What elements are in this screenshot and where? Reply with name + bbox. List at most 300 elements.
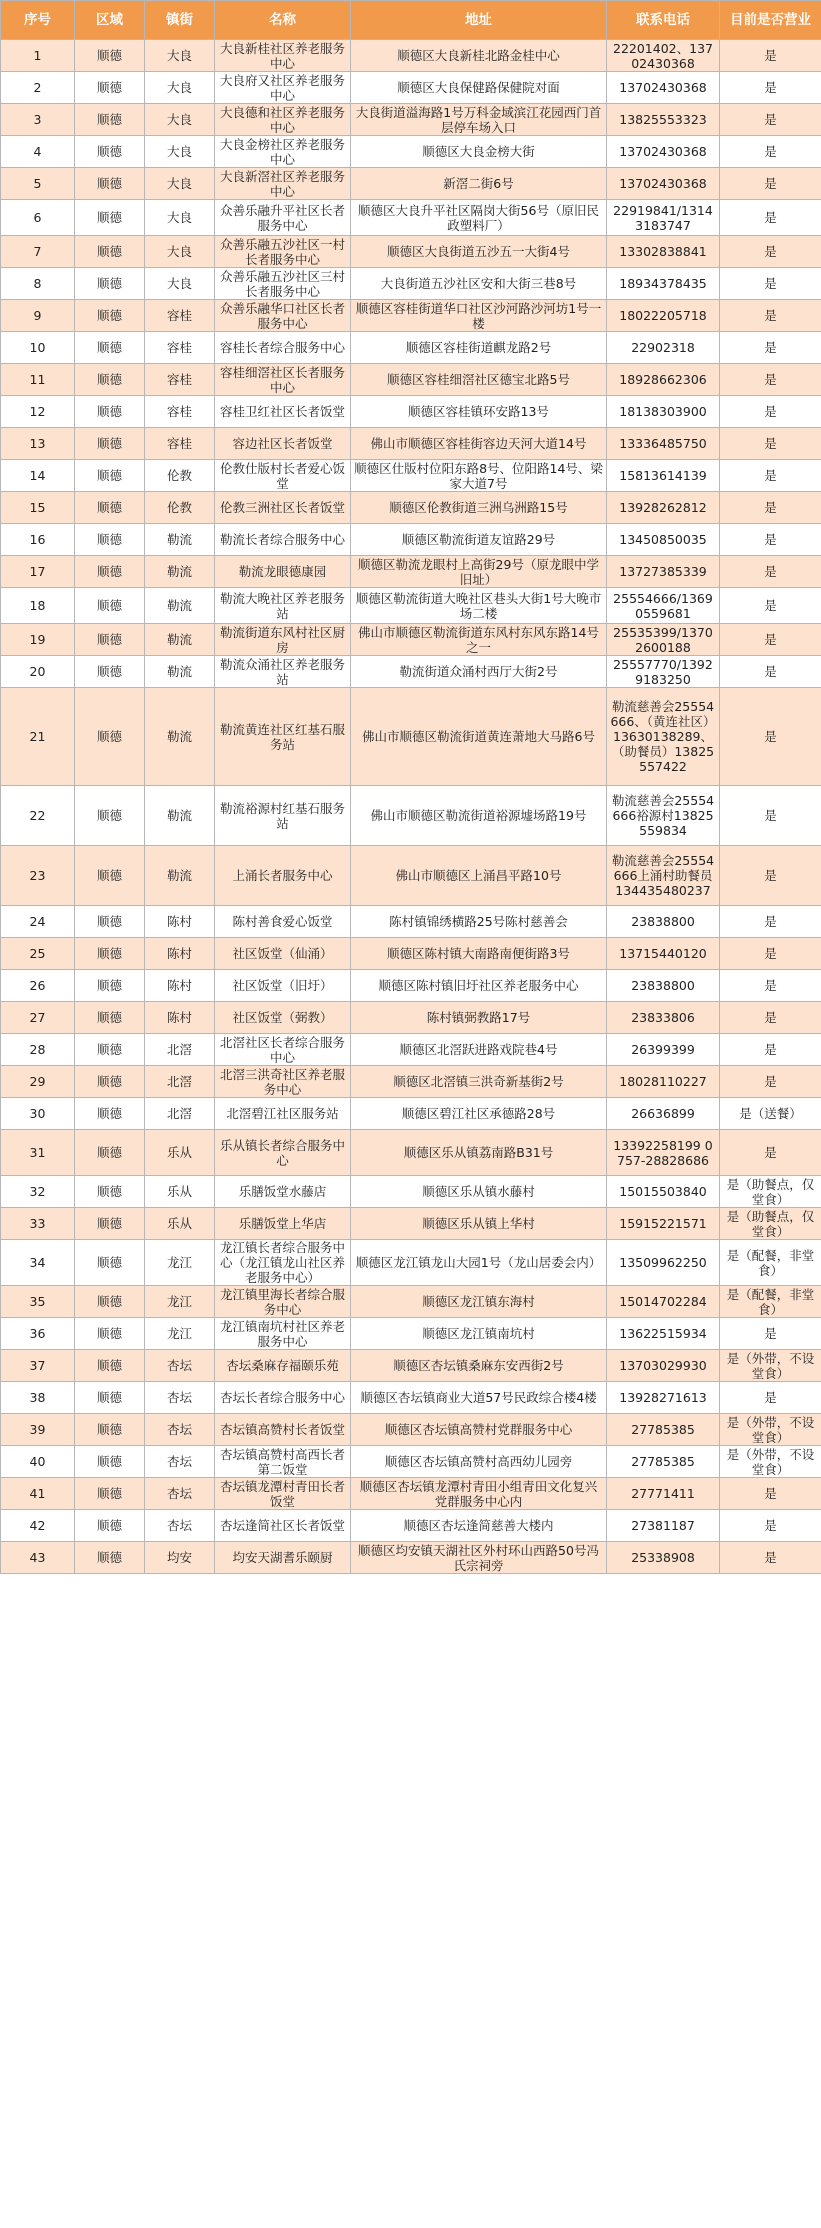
name-cell: 勒流大晚社区养老服务站 bbox=[215, 588, 351, 624]
table-row bbox=[1, 1478, 821, 1510]
region-cell: 顺德 bbox=[75, 236, 145, 268]
phone-cell: 25554666/13690559681 bbox=[607, 588, 720, 624]
header-row bbox=[1, 1, 821, 40]
phone-cell: 15014702284 bbox=[607, 1286, 720, 1318]
town-cell: 杏坛 bbox=[145, 1446, 215, 1478]
region-cell: 顺德 bbox=[75, 786, 145, 846]
address-cell: 勒流街道众涌村西厅大街2号 bbox=[351, 656, 607, 688]
phone-cell: 15015503840 bbox=[607, 1176, 720, 1208]
phone-cell: 18138303900 bbox=[607, 396, 720, 428]
table-row bbox=[1, 300, 821, 332]
phone-cell: 15915221571 bbox=[607, 1208, 720, 1240]
phone-cell: 18028110227 bbox=[607, 1066, 720, 1098]
name-cell: 大良新桂社区养老服务中心 bbox=[215, 40, 351, 72]
town-cell: 龙江 bbox=[145, 1286, 215, 1318]
status-cell: 是 bbox=[720, 524, 821, 556]
region-cell: 顺德 bbox=[75, 846, 145, 906]
table-row bbox=[1, 268, 821, 300]
address-cell: 顺德区杏坛镇商业大道57号民政综合楼4楼 bbox=[351, 1382, 607, 1414]
table-row bbox=[1, 1382, 821, 1414]
address-cell: 大良街道溢海路1号万科金域滨江花园西门首层停车场入口 bbox=[351, 104, 607, 136]
address-cell: 顺德区杏坛镇高赞村高西幼儿园旁 bbox=[351, 1446, 607, 1478]
status-cell: 是（配餐，非堂食） bbox=[720, 1240, 821, 1286]
town-cell: 陈村 bbox=[145, 1002, 215, 1034]
region-cell: 顺德 bbox=[75, 1478, 145, 1510]
town-cell: 杏坛 bbox=[145, 1478, 215, 1510]
index-cell: 43 bbox=[1, 1542, 75, 1574]
phone-cell: 22902318 bbox=[607, 332, 720, 364]
index-cell: 19 bbox=[1, 624, 75, 656]
town-cell: 北滘 bbox=[145, 1034, 215, 1066]
table-row bbox=[1, 1286, 821, 1318]
phone-cell: 13302838841 bbox=[607, 236, 720, 268]
town-cell: 杏坛 bbox=[145, 1382, 215, 1414]
town-cell: 容桂 bbox=[145, 428, 215, 460]
address-cell: 顺德区勒流街道大晚社区巷头大街1号大晚市场二楼 bbox=[351, 588, 607, 624]
phone-cell: 23833806 bbox=[607, 1002, 720, 1034]
table-row bbox=[1, 1002, 821, 1034]
region-cell: 顺德 bbox=[75, 72, 145, 104]
name-cell: 龙江镇南坑村社区养老服务中心 bbox=[215, 1318, 351, 1350]
status-cell: 是 bbox=[720, 104, 821, 136]
region-cell: 顺德 bbox=[75, 460, 145, 492]
phone-cell: 勒流慈善会25554666裕源村13825559834 bbox=[607, 786, 720, 846]
status-cell: 是 bbox=[720, 1066, 821, 1098]
table-row bbox=[1, 786, 821, 846]
region-cell: 顺德 bbox=[75, 588, 145, 624]
address-cell: 顺德区杏坛镇桑麻东安西街2号 bbox=[351, 1350, 607, 1382]
table-row bbox=[1, 200, 821, 236]
table-row bbox=[1, 332, 821, 364]
name-cell: 伦教三洲社区长者饭堂 bbox=[215, 492, 351, 524]
index-cell: 22 bbox=[1, 786, 75, 846]
table-row bbox=[1, 846, 821, 906]
name-cell: 杏坛镇高赞村高西长者第二饭堂 bbox=[215, 1446, 351, 1478]
address-cell: 顺德区陈村镇旧圩社区养老服务中心 bbox=[351, 970, 607, 1002]
address-cell: 顺德区勒流街道友谊路29号 bbox=[351, 524, 607, 556]
index-cell: 15 bbox=[1, 492, 75, 524]
phone-cell: 13622515934 bbox=[607, 1318, 720, 1350]
name-cell: 勒流裕源村红基石服务站 bbox=[215, 786, 351, 846]
town-cell: 陈村 bbox=[145, 970, 215, 1002]
name-cell: 上涌长者服务中心 bbox=[215, 846, 351, 906]
status-cell: 是 bbox=[720, 1542, 821, 1574]
name-cell: 勒流长者综合服务中心 bbox=[215, 524, 351, 556]
table-row bbox=[1, 104, 821, 136]
region-cell: 顺德 bbox=[75, 1318, 145, 1350]
phone-cell: 13336485750 bbox=[607, 428, 720, 460]
index-cell: 37 bbox=[1, 1350, 75, 1382]
name-cell: 杏坛镇龙潭村青田长者饭堂 bbox=[215, 1478, 351, 1510]
table-row bbox=[1, 1130, 821, 1176]
name-cell: 社区饭堂（弼教） bbox=[215, 1002, 351, 1034]
index-cell: 1 bbox=[1, 40, 75, 72]
status-cell: 是 bbox=[720, 200, 821, 236]
town-cell: 勒流 bbox=[145, 846, 215, 906]
address-cell: 顺德区大良保健路保健院对面 bbox=[351, 72, 607, 104]
table-row bbox=[1, 460, 821, 492]
table-row bbox=[1, 236, 821, 268]
table-row bbox=[1, 1318, 821, 1350]
index-cell: 39 bbox=[1, 1414, 75, 1446]
town-cell: 大良 bbox=[145, 40, 215, 72]
phone-cell: 13450850035 bbox=[607, 524, 720, 556]
phone-cell: 勒流慈善会25554666上涌村助餐员134435480237 bbox=[607, 846, 720, 906]
phone-cell: 15813614139 bbox=[607, 460, 720, 492]
name-cell: 社区饭堂（旧圩） bbox=[215, 970, 351, 1002]
region-cell: 顺德 bbox=[75, 1034, 145, 1066]
town-cell: 乐从 bbox=[145, 1176, 215, 1208]
name-cell: 杏坛桑麻存福颐乐苑 bbox=[215, 1350, 351, 1382]
address-cell: 佛山市顺德区勒流街道裕源墟场路19号 bbox=[351, 786, 607, 846]
town-cell: 容桂 bbox=[145, 364, 215, 396]
town-cell: 勒流 bbox=[145, 588, 215, 624]
region-cell: 顺德 bbox=[75, 656, 145, 688]
name-cell: 北滘碧江社区服务站 bbox=[215, 1098, 351, 1130]
town-cell: 伦教 bbox=[145, 492, 215, 524]
address-cell: 顺德区容桂街道麒龙路2号 bbox=[351, 332, 607, 364]
region-cell: 顺德 bbox=[75, 1098, 145, 1130]
region-cell: 顺德 bbox=[75, 1130, 145, 1176]
address-cell: 佛山市顺德区容桂街容边天河大道14号 bbox=[351, 428, 607, 460]
table-row bbox=[1, 492, 821, 524]
status-cell: 是 bbox=[720, 938, 821, 970]
region-cell: 顺德 bbox=[75, 688, 145, 786]
address-cell: 顺德区容桂街道华口社区沙河路沙河坊1号一楼 bbox=[351, 300, 607, 332]
status-cell: 是 bbox=[720, 428, 821, 460]
address-cell: 顺德区杏坛镇龙潭村青田小组青田文化复兴党群服务中心内 bbox=[351, 1478, 607, 1510]
table-row bbox=[1, 656, 821, 688]
address-cell: 顺德区大良金榜大街 bbox=[351, 136, 607, 168]
name-cell: 容边社区长者饭堂 bbox=[215, 428, 351, 460]
name-cell: 北滘三洪奇社区养老服务中心 bbox=[215, 1066, 351, 1098]
index-cell: 29 bbox=[1, 1066, 75, 1098]
table-body bbox=[1, 40, 821, 1574]
name-cell: 容桂长者综合服务中心 bbox=[215, 332, 351, 364]
town-cell: 大良 bbox=[145, 268, 215, 300]
region-cell: 顺德 bbox=[75, 906, 145, 938]
status-cell: 是 bbox=[720, 688, 821, 786]
region-cell: 顺德 bbox=[75, 300, 145, 332]
status-cell: 是（配餐，非堂食） bbox=[720, 1286, 821, 1318]
address-cell: 顺德区陈村镇大南路南便街路3号 bbox=[351, 938, 607, 970]
phone-cell: 13702430368 bbox=[607, 136, 720, 168]
table-row bbox=[1, 1414, 821, 1446]
index-cell: 17 bbox=[1, 556, 75, 588]
name-cell: 容桂卫红社区长者饭堂 bbox=[215, 396, 351, 428]
town-cell: 大良 bbox=[145, 104, 215, 136]
address-cell: 大良街道五沙社区安和大街三巷8号 bbox=[351, 268, 607, 300]
index-cell: 27 bbox=[1, 1002, 75, 1034]
index-cell: 42 bbox=[1, 1510, 75, 1542]
name-cell: 大良德和社区养老服务中心 bbox=[215, 104, 351, 136]
address-cell: 顺德区乐从镇上华村 bbox=[351, 1208, 607, 1240]
town-cell: 乐从 bbox=[145, 1208, 215, 1240]
name-cell: 勒流黄连社区红基石服务站 bbox=[215, 688, 351, 786]
region-cell: 顺德 bbox=[75, 1066, 145, 1098]
status-cell: 是 bbox=[720, 460, 821, 492]
index-cell: 23 bbox=[1, 846, 75, 906]
region-cell: 顺德 bbox=[75, 492, 145, 524]
name-cell: 众善乐融升平社区长者服务中心 bbox=[215, 200, 351, 236]
town-cell: 龙江 bbox=[145, 1318, 215, 1350]
index-cell: 8 bbox=[1, 268, 75, 300]
phone-cell: 23838800 bbox=[607, 970, 720, 1002]
phone-cell: 13715440120 bbox=[607, 938, 720, 970]
table-row bbox=[1, 1098, 821, 1130]
phone-cell: 27785385 bbox=[607, 1446, 720, 1478]
header-name: 名称 bbox=[215, 1, 351, 40]
table-row bbox=[1, 1350, 821, 1382]
phone-cell: 13392258199 0757-28828686 bbox=[607, 1130, 720, 1176]
header-phone: 联系电话 bbox=[607, 1, 720, 40]
region-cell: 顺德 bbox=[75, 200, 145, 236]
region-cell: 顺德 bbox=[75, 332, 145, 364]
index-cell: 40 bbox=[1, 1446, 75, 1478]
name-cell: 伦教仕版村长者爱心饭堂 bbox=[215, 460, 351, 492]
address-cell: 顺德区伦教街道三洲乌洲路15号 bbox=[351, 492, 607, 524]
phone-cell: 勒流慈善会25554666、（黄连社区）13630138289、（助餐员）13825557422 bbox=[607, 688, 720, 786]
phone-cell: 13702430368 bbox=[607, 168, 720, 200]
status-cell: 是 bbox=[720, 656, 821, 688]
address-cell: 陈村镇弼教路17号 bbox=[351, 1002, 607, 1034]
name-cell: 社区饭堂（仙涌） bbox=[215, 938, 351, 970]
index-cell: 18 bbox=[1, 588, 75, 624]
town-cell: 杏坛 bbox=[145, 1510, 215, 1542]
index-cell: 21 bbox=[1, 688, 75, 786]
name-cell: 乐膳饭堂上华店 bbox=[215, 1208, 351, 1240]
region-cell: 顺德 bbox=[75, 428, 145, 460]
status-cell: 是 bbox=[720, 236, 821, 268]
address-cell: 顺德区北滘镇三洪奇新基街2号 bbox=[351, 1066, 607, 1098]
region-cell: 顺德 bbox=[75, 524, 145, 556]
address-cell: 顺德区大良新桂北路金桂中心 bbox=[351, 40, 607, 72]
town-cell: 杏坛 bbox=[145, 1350, 215, 1382]
town-cell: 北滘 bbox=[145, 1066, 215, 1098]
table-row bbox=[1, 1446, 821, 1478]
region-cell: 顺德 bbox=[75, 1414, 145, 1446]
region-cell: 顺德 bbox=[75, 1286, 145, 1318]
index-cell: 6 bbox=[1, 200, 75, 236]
town-cell: 伦教 bbox=[145, 460, 215, 492]
status-cell: 是 bbox=[720, 396, 821, 428]
region-cell: 顺德 bbox=[75, 624, 145, 656]
name-cell: 乐膳饭堂水藤店 bbox=[215, 1176, 351, 1208]
phone-cell: 25338908 bbox=[607, 1542, 720, 1574]
address-cell: 陈村镇锦绣横路25号陈村慈善会 bbox=[351, 906, 607, 938]
status-cell: 是 bbox=[720, 970, 821, 1002]
status-cell: 是（助餐点，仅堂食） bbox=[720, 1176, 821, 1208]
table-row bbox=[1, 168, 821, 200]
status-cell: 是 bbox=[720, 1382, 821, 1414]
header-region: 区域 bbox=[75, 1, 145, 40]
phone-cell: 22201402、13702430368 bbox=[607, 40, 720, 72]
table-row bbox=[1, 1066, 821, 1098]
name-cell: 杏坛长者综合服务中心 bbox=[215, 1382, 351, 1414]
status-cell: 是 bbox=[720, 332, 821, 364]
status-cell: 是 bbox=[720, 168, 821, 200]
region-cell: 顺德 bbox=[75, 364, 145, 396]
status-cell: 是（送餐） bbox=[720, 1098, 821, 1130]
index-cell: 34 bbox=[1, 1240, 75, 1286]
index-cell: 31 bbox=[1, 1130, 75, 1176]
status-cell: 是 bbox=[720, 846, 821, 906]
phone-cell: 22919841/13143183747 bbox=[607, 200, 720, 236]
region-cell: 顺德 bbox=[75, 396, 145, 428]
index-cell: 11 bbox=[1, 364, 75, 396]
name-cell: 乐从镇长者综合服务中心 bbox=[215, 1130, 351, 1176]
table-row bbox=[1, 970, 821, 1002]
status-cell: 是 bbox=[720, 1034, 821, 1066]
region-cell: 顺德 bbox=[75, 104, 145, 136]
town-cell: 勒流 bbox=[145, 656, 215, 688]
name-cell: 杏坛镇高赞村长者饭堂 bbox=[215, 1414, 351, 1446]
phone-cell: 27771411 bbox=[607, 1478, 720, 1510]
index-cell: 24 bbox=[1, 906, 75, 938]
status-cell: 是 bbox=[720, 1318, 821, 1350]
table-row bbox=[1, 1510, 821, 1542]
region-cell: 顺德 bbox=[75, 268, 145, 300]
name-cell: 众善乐融五沙社区一村长者服务中心 bbox=[215, 236, 351, 268]
status-cell: 是 bbox=[720, 786, 821, 846]
status-cell: 是 bbox=[720, 588, 821, 624]
address-cell: 顺德区容桂细滘社区德宝北路5号 bbox=[351, 364, 607, 396]
status-cell: 是（助餐点，仅堂食） bbox=[720, 1208, 821, 1240]
town-cell: 勒流 bbox=[145, 786, 215, 846]
index-cell: 32 bbox=[1, 1176, 75, 1208]
table-row bbox=[1, 688, 821, 786]
status-cell: 是 bbox=[720, 1130, 821, 1176]
status-cell: 是 bbox=[720, 72, 821, 104]
address-cell: 新滘二街6号 bbox=[351, 168, 607, 200]
index-cell: 41 bbox=[1, 1478, 75, 1510]
name-cell: 众善乐融华口社区长者服务中心 bbox=[215, 300, 351, 332]
town-cell: 容桂 bbox=[145, 396, 215, 428]
name-cell: 龙江镇里海长者综合服务中心 bbox=[215, 1286, 351, 1318]
town-cell: 勒流 bbox=[145, 624, 215, 656]
status-cell: 是（外带，不设堂食） bbox=[720, 1414, 821, 1446]
town-cell: 大良 bbox=[145, 168, 215, 200]
region-cell: 顺德 bbox=[75, 1382, 145, 1414]
index-cell: 13 bbox=[1, 428, 75, 460]
table-row bbox=[1, 428, 821, 460]
town-cell: 陈村 bbox=[145, 938, 215, 970]
town-cell: 大良 bbox=[145, 72, 215, 104]
table-row bbox=[1, 524, 821, 556]
phone-cell: 13825553323 bbox=[607, 104, 720, 136]
address-cell: 顺德区碧江社区承德路28号 bbox=[351, 1098, 607, 1130]
index-cell: 14 bbox=[1, 460, 75, 492]
region-cell: 顺德 bbox=[75, 168, 145, 200]
town-cell: 勒流 bbox=[145, 524, 215, 556]
index-cell: 5 bbox=[1, 168, 75, 200]
name-cell: 大良新滘社区养老服务中心 bbox=[215, 168, 351, 200]
address-cell: 顺德区乐从镇荔南路B31号 bbox=[351, 1130, 607, 1176]
status-cell: 是（外带，不设堂食） bbox=[720, 1350, 821, 1382]
index-cell: 28 bbox=[1, 1034, 75, 1066]
name-cell: 众善乐融五沙社区三村长者服务中心 bbox=[215, 268, 351, 300]
header-index: 序号 bbox=[1, 1, 75, 40]
header-status: 目前是否营业 bbox=[720, 1, 821, 40]
status-cell: 是（外带，不设堂食） bbox=[720, 1446, 821, 1478]
address-cell: 顺德区北滘跃进路戏院巷4号 bbox=[351, 1034, 607, 1066]
town-cell: 大良 bbox=[145, 136, 215, 168]
name-cell: 容桂细滘社区长者服务中心 bbox=[215, 364, 351, 396]
name-cell: 龙江镇长者综合服务中心（龙江镇龙山社区养老服务中心） bbox=[215, 1240, 351, 1286]
index-cell: 7 bbox=[1, 236, 75, 268]
phone-cell: 13928262812 bbox=[607, 492, 720, 524]
town-cell: 陈村 bbox=[145, 906, 215, 938]
name-cell: 陈村善食爱心饭堂 bbox=[215, 906, 351, 938]
index-cell: 25 bbox=[1, 938, 75, 970]
region-cell: 顺德 bbox=[75, 1350, 145, 1382]
table-row bbox=[1, 556, 821, 588]
region-cell: 顺德 bbox=[75, 938, 145, 970]
index-cell: 4 bbox=[1, 136, 75, 168]
table-row bbox=[1, 588, 821, 624]
index-cell: 26 bbox=[1, 970, 75, 1002]
region-cell: 顺德 bbox=[75, 556, 145, 588]
town-cell: 容桂 bbox=[145, 332, 215, 364]
address-cell: 顺德区仕版村位阳东路8号、位阳路14号、梁家大道7号 bbox=[351, 460, 607, 492]
phone-cell: 27785385 bbox=[607, 1414, 720, 1446]
name-cell: 勒流街道东风村社区厨房 bbox=[215, 624, 351, 656]
status-cell: 是 bbox=[720, 1002, 821, 1034]
table-row bbox=[1, 1208, 821, 1240]
phone-cell: 26636899 bbox=[607, 1098, 720, 1130]
region-cell: 顺德 bbox=[75, 1176, 145, 1208]
address-cell: 佛山市顺德区勒流街道东风村东风东路14号之一 bbox=[351, 624, 607, 656]
name-cell: 勒流龙眼德康园 bbox=[215, 556, 351, 588]
name-cell: 均安天湖耆乐颐厨 bbox=[215, 1542, 351, 1574]
table-row bbox=[1, 136, 821, 168]
table-row bbox=[1, 40, 821, 72]
table-row bbox=[1, 396, 821, 428]
region-cell: 顺德 bbox=[75, 136, 145, 168]
town-cell: 龙江 bbox=[145, 1240, 215, 1286]
address-cell: 顺德区乐从镇水藤村 bbox=[351, 1176, 607, 1208]
address-cell: 顺德区龙江镇龙山大园1号（龙山居委会内） bbox=[351, 1240, 607, 1286]
town-cell: 北滘 bbox=[145, 1098, 215, 1130]
phone-cell: 26399399 bbox=[607, 1034, 720, 1066]
status-cell: 是 bbox=[720, 136, 821, 168]
name-cell: 北滘社区长者综合服务中心 bbox=[215, 1034, 351, 1066]
phone-cell: 25557770/13929183250 bbox=[607, 656, 720, 688]
status-cell: 是 bbox=[720, 906, 821, 938]
phone-cell: 13928271613 bbox=[607, 1382, 720, 1414]
header-town: 镇街 bbox=[145, 1, 215, 40]
table-row bbox=[1, 938, 821, 970]
table-row bbox=[1, 1240, 821, 1286]
phone-cell: 13727385339 bbox=[607, 556, 720, 588]
table-row bbox=[1, 624, 821, 656]
status-cell: 是 bbox=[720, 492, 821, 524]
index-cell: 9 bbox=[1, 300, 75, 332]
region-cell: 顺德 bbox=[75, 1002, 145, 1034]
status-cell: 是 bbox=[720, 1510, 821, 1542]
phone-cell: 18934378435 bbox=[607, 268, 720, 300]
index-cell: 33 bbox=[1, 1208, 75, 1240]
address-cell: 顺德区容桂镇环安路13号 bbox=[351, 396, 607, 428]
region-cell: 顺德 bbox=[75, 970, 145, 1002]
index-cell: 20 bbox=[1, 656, 75, 688]
address-cell: 佛山市顺德区上涌昌平路10号 bbox=[351, 846, 607, 906]
region-cell: 顺德 bbox=[75, 1446, 145, 1478]
town-cell: 均安 bbox=[145, 1542, 215, 1574]
status-cell: 是 bbox=[720, 40, 821, 72]
table-header bbox=[1, 1, 821, 40]
index-cell: 30 bbox=[1, 1098, 75, 1130]
